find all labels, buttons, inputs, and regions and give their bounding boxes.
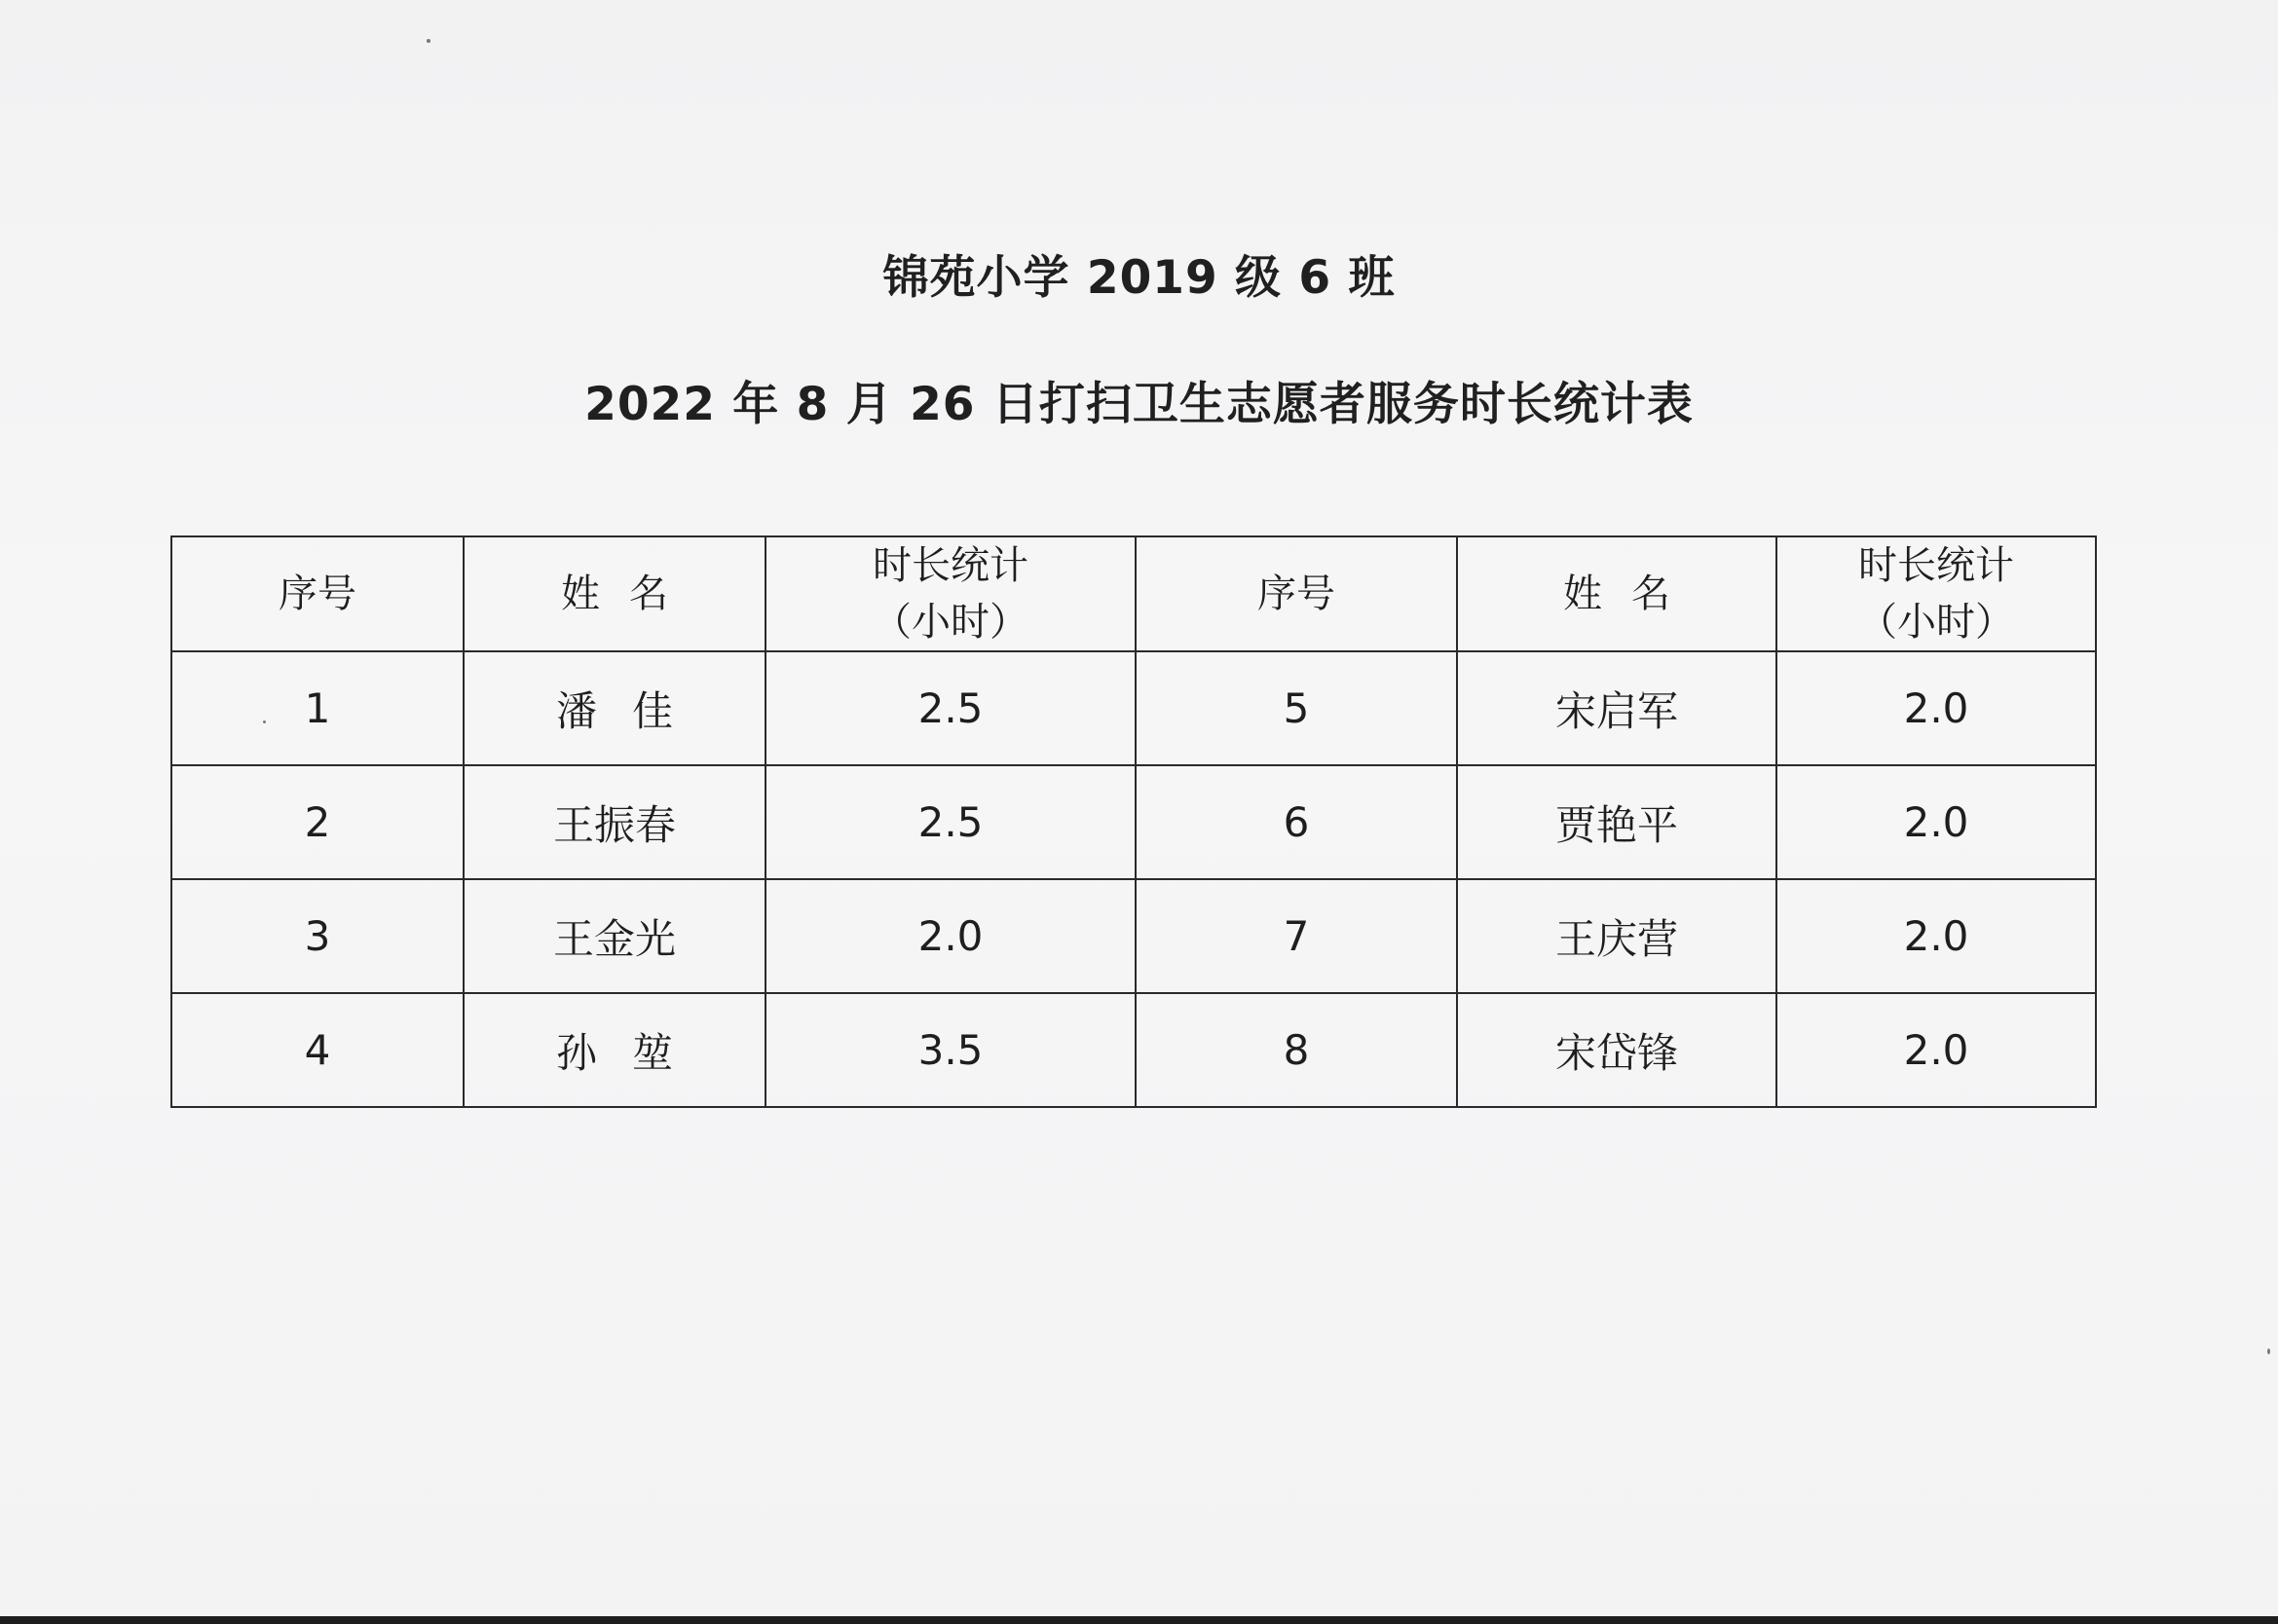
cell-hours: 2.5 [766,651,1136,765]
cell-name: 宋启军 [1457,651,1776,765]
table-header-row [171,536,2096,651]
cell-hours: 3.5 [766,993,1136,1107]
table-row [171,651,2096,765]
cell-hours: 2.0 [766,879,1136,993]
cell-index: 7 [1136,879,1457,993]
cell-index: 6 [1136,765,1457,879]
cell-index: 3 [171,879,464,993]
header-index: 序号 [171,536,464,651]
cell-name: 王庆营 [1457,879,1776,993]
cell-index: 2 [171,765,464,879]
cell-hours: 2.0 [1776,651,2096,765]
scan-speck [2267,1348,2270,1354]
cell-hours: 2.5 [766,765,1136,879]
cell-index: 8 [1136,993,1457,1107]
header-name-label-2: 姓名 [1563,572,1699,616]
cell-index: 4 [171,993,464,1107]
table-row [171,879,2096,993]
scan-speck [263,720,266,723]
header-index-2: 序号 [1136,536,1457,651]
table-row [171,993,2096,1107]
document-subtitle: 2022 年 8 月 26 日打扫卫生志愿者服务时长统计表 [584,378,1694,431]
volunteer-hours-table [170,535,2095,1105]
header-name-2 [1457,536,1776,651]
cell-hours: 2.0 [1776,993,2096,1107]
cell-name: 王振春 [464,765,766,879]
cell-hours: 2.0 [1776,879,2096,993]
header-hours-unit-2: （小时） [1858,600,2014,645]
header-hours-label-2: 时长统计 [1858,543,2014,588]
cell-name-text: 孙堃 [555,1028,708,1077]
header-name-label: 姓名 [561,572,697,616]
header-name [464,536,766,651]
scan-speck [427,39,430,43]
cell-name [464,651,766,765]
cell-name: 王金光 [464,879,766,993]
header-hours-unit: （小时） [873,600,1028,645]
scan-bottom-edge [0,1616,2278,1624]
document-title: 锦苑小学 2019 级 6 班 [882,251,1396,305]
header-hours-label: 时长统计 [873,543,1028,588]
cell-name [464,993,766,1107]
cell-index: 5 [1136,651,1457,765]
table-row [171,765,2096,879]
cell-index: 1 [171,651,464,765]
cell-name: 贾艳平 [1457,765,1776,879]
cell-name: 宋岱锋 [1457,993,1776,1107]
cell-hours: 2.0 [1776,765,2096,879]
cell-name-text: 潘佳 [555,686,708,735]
header-hours-2 [1776,536,2096,651]
header-hours [766,536,1136,651]
